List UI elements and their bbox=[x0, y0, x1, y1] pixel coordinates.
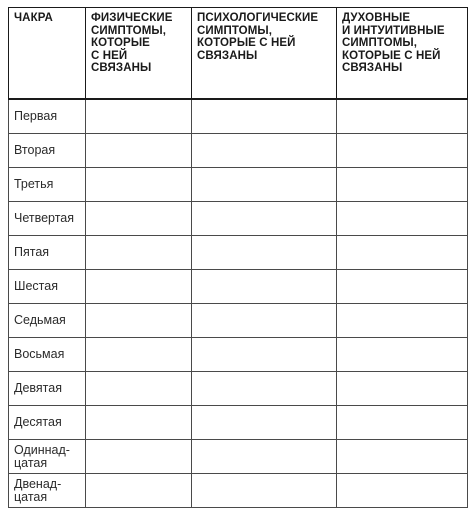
table-row bbox=[9, 134, 468, 168]
psychological-symptoms-cell bbox=[192, 372, 337, 406]
table-row bbox=[9, 338, 468, 372]
spiritual-symptoms-cell bbox=[337, 338, 468, 372]
chakra-name-cell: Четвертая bbox=[9, 202, 86, 236]
chakra-name-cell: Вторая bbox=[9, 134, 86, 168]
chakra-name-cell: Двенад- цатая bbox=[9, 474, 86, 508]
psychological-symptoms-cell bbox=[192, 202, 337, 236]
psychological-symptoms-cell bbox=[192, 99, 337, 134]
chakra-name-cell: Десятая bbox=[9, 406, 86, 440]
spiritual-symptoms-cell bbox=[337, 134, 468, 168]
physical-symptoms-cell bbox=[86, 338, 192, 372]
header-row bbox=[9, 8, 468, 100]
psychological-symptoms-cell bbox=[192, 338, 337, 372]
spiritual-symptoms-cell bbox=[337, 202, 468, 236]
physical-symptoms-cell bbox=[86, 270, 192, 304]
psychological-symptoms-cell bbox=[192, 134, 337, 168]
table-row bbox=[9, 304, 468, 338]
physical-symptoms-cell bbox=[86, 99, 192, 134]
physical-symptoms-cell bbox=[86, 474, 192, 508]
psychological-symptoms-cell bbox=[192, 474, 337, 508]
table-row bbox=[9, 440, 468, 474]
chakra-worksheet bbox=[8, 7, 467, 514]
physical-symptoms-cell bbox=[86, 304, 192, 338]
physical-symptoms-cell bbox=[86, 202, 192, 236]
chakra-symptoms-table bbox=[8, 7, 468, 508]
psychological-symptoms-cell bbox=[192, 440, 337, 474]
spiritual-symptoms-cell bbox=[337, 406, 468, 440]
spiritual-symptoms-cell bbox=[337, 372, 468, 406]
table-row bbox=[9, 168, 468, 202]
physical-symptoms-cell bbox=[86, 168, 192, 202]
table-row bbox=[9, 372, 468, 406]
chakra-name-cell: Пятая bbox=[9, 236, 86, 270]
psychological-symptoms-cell bbox=[192, 236, 337, 270]
table-row bbox=[9, 202, 468, 236]
chakra-name-cell: Седьмая bbox=[9, 304, 86, 338]
physical-symptoms-cell bbox=[86, 236, 192, 270]
spiritual-symptoms-cell bbox=[337, 168, 468, 202]
header-spiritual-symptoms: ДУХОВНЫЕ И ИНТУИТИВНЫЕ СИМПТОМЫ, КОТОРЫЕ С НЕЙ СВЯЗАНЫ bbox=[337, 8, 468, 100]
chakra-name-cell: Первая bbox=[9, 99, 86, 134]
spiritual-symptoms-cell bbox=[337, 99, 468, 134]
physical-symptoms-cell bbox=[86, 406, 192, 440]
table-row bbox=[9, 474, 468, 508]
table-row bbox=[9, 406, 468, 440]
psychological-symptoms-cell bbox=[192, 406, 337, 440]
chakra-name-cell: Девятая bbox=[9, 372, 86, 406]
table-row bbox=[9, 236, 468, 270]
physical-symptoms-cell bbox=[86, 440, 192, 474]
chakra-name-cell: Восьмая bbox=[9, 338, 86, 372]
header-physical-symptoms: ФИЗИЧЕСКИЕ СИМПТОМЫ, КОТОРЫЕ С НЕЙ СВЯЗАНЫ bbox=[86, 8, 192, 100]
chakra-name-cell: Одиннад- цатая bbox=[9, 440, 86, 474]
spiritual-symptoms-cell bbox=[337, 236, 468, 270]
table-row bbox=[9, 270, 468, 304]
psychological-symptoms-cell bbox=[192, 270, 337, 304]
psychological-symptoms-cell bbox=[192, 168, 337, 202]
spiritual-symptoms-cell bbox=[337, 474, 468, 508]
spiritual-symptoms-cell bbox=[337, 270, 468, 304]
chakra-name-cell: Третья bbox=[9, 168, 86, 202]
spiritual-symptoms-cell bbox=[337, 440, 468, 474]
physical-symptoms-cell bbox=[86, 134, 192, 168]
table-row bbox=[9, 99, 468, 134]
header-psychological-symptoms: ПСИХОЛОГИЧЕСКИЕ СИМПТОМЫ, КОТОРЫЕ С НЕЙ СВЯЗАНЫ bbox=[192, 8, 337, 100]
psychological-symptoms-cell bbox=[192, 304, 337, 338]
spiritual-symptoms-cell bbox=[337, 304, 468, 338]
header-chakra: ЧАКРА bbox=[9, 8, 86, 100]
physical-symptoms-cell bbox=[86, 372, 192, 406]
chakra-name-cell: Шестая bbox=[9, 270, 86, 304]
